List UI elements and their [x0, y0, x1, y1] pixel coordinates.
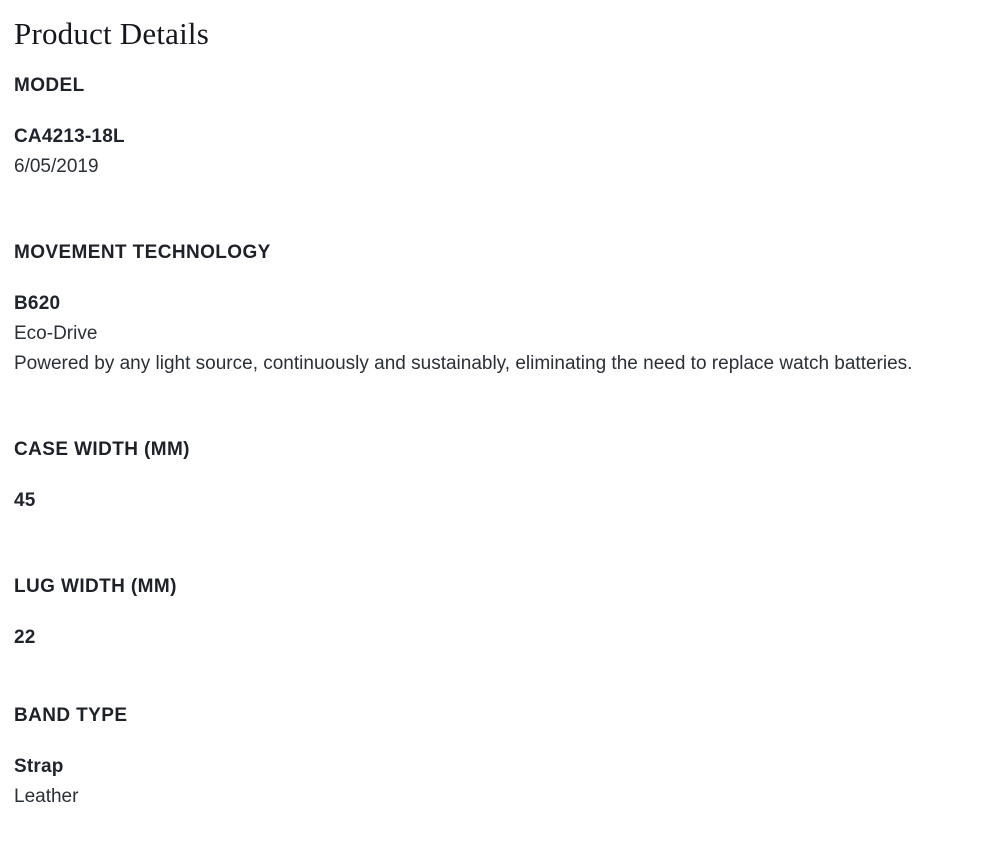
spec-label-movement-technology: MOVEMENT TECHNOLOGY	[14, 242, 271, 263]
spec-value-case-width: 45	[14, 490, 36, 511]
spec-section-model	[14, 71, 983, 182]
spec-label-lug-width: LUG WIDTH (MM)	[14, 576, 177, 597]
spec-value-band-style: Strap	[14, 756, 64, 777]
page-title: Product Details	[14, 16, 209, 51]
spec-description-movement: Powered by any light source, continuously and sustainably, eliminating the need to replace watch batteries.	[14, 353, 913, 374]
spec-detail-release-date: 6/05/2019	[14, 156, 99, 177]
spec-value-caliber: B620	[14, 293, 61, 314]
spec-detail-movement-name: Eco-Drive	[14, 323, 98, 344]
spec-value-lug-width: 22	[14, 627, 36, 648]
spec-label-band-type: BAND TYPE	[14, 705, 128, 726]
spec-section-band-type	[14, 701, 983, 812]
spec-label-model: MODEL	[14, 75, 85, 96]
spec-value-model-number: CA4213-18L	[14, 126, 125, 147]
spec-section-case-width	[14, 435, 983, 516]
spec-label-case-width: CASE WIDTH (MM)	[14, 439, 190, 460]
spec-section-lug-width	[14, 572, 983, 653]
spec-detail-band-material: Leather	[14, 786, 79, 807]
spec-section-movement-technology	[14, 238, 983, 379]
